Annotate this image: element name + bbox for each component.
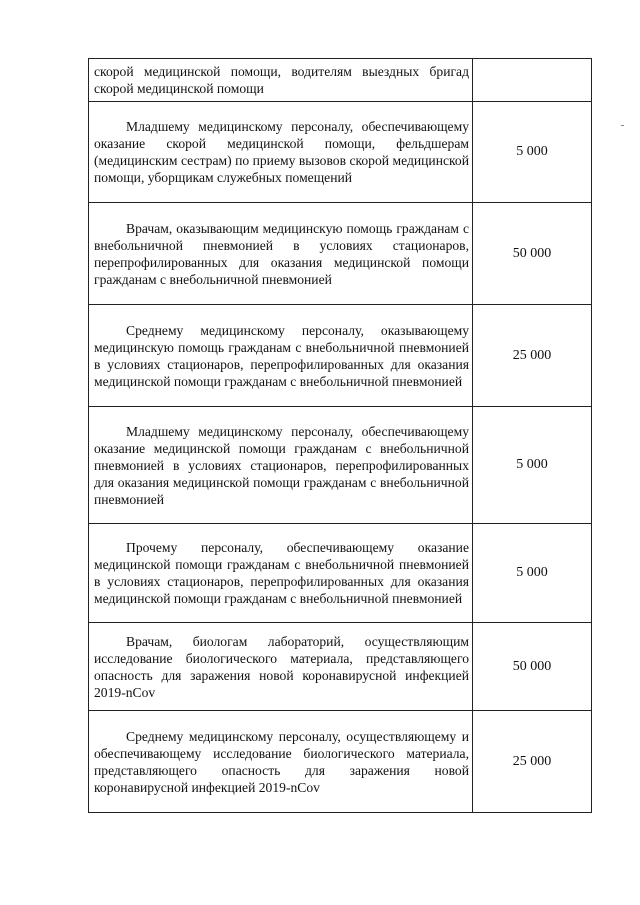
row-amount: 5 000	[473, 102, 592, 203]
row-description: Младшему медицинскому персоналу, обеспечивающему оказание скорой медицинской помощи, фельдшерам (медицинским сестрам) по приему вызовов скорой медицинской помощи, уборщикам служебных помещений	[89, 102, 473, 203]
table-row	[89, 407, 592, 524]
table-row	[89, 711, 592, 813]
table-row	[89, 305, 592, 407]
table-row	[89, 524, 592, 623]
row-description: Младшему медицинскому персоналу, обеспечивающему оказание медицинской помощи гражданам с внебольничной пневмонией в условиях стационаров, перепрофилированных для оказания медицинской помощи гражданам с внебольничной пневмонией	[89, 407, 473, 524]
row-amount: 5 000	[473, 407, 592, 524]
row-description: Среднему медицинскому персоналу, осуществляющему и обеспечивающему исследование биологического материала, представляющего опасность для заражения новой коронавирусной инфекцией 2019-nCov	[89, 711, 473, 813]
table-row	[89, 203, 592, 305]
row-amount: 5 000	[473, 524, 592, 623]
row-amount	[473, 59, 592, 102]
table-row	[89, 623, 592, 711]
row-description: Врачам, биологам лабораторий, осуществляющим исследование биологического материала, представляющего опасность для заражения новой коронавирусной инфекцией 2019-nCov	[89, 623, 473, 711]
row-amount: 25 000	[473, 711, 592, 813]
row-description: Среднему медицинскому персоналу, оказывающему медицинскую помощь гражданам с внебольничной пневмонией в условиях стационаров, перепрофилированных для оказания медицинской помощи гражданам с внебольничной пневмонией	[89, 305, 473, 407]
payment-table	[88, 58, 592, 813]
row-description: Прочему персоналу, обеспечивающему оказание медицинской помощи гражданам с внебольничной пневмонией в условиях стационаров, перепрофилированных для оказания медицинской помощи гражданам с внебольничной пневмонией	[89, 524, 473, 623]
row-description: скорой медицинской помощи, водителям выездных бригад скорой медицинской помощи	[89, 59, 473, 102]
table-row	[89, 59, 592, 102]
row-amount: 50 000	[473, 203, 592, 305]
row-description: Врачам, оказывающим медицинскую помощь гражданам с внебольничной пневмонией в условиях стационаров, перепрофилированных для оказания медицинской помощи гражданам с внебольничной пневмонией	[89, 203, 473, 305]
row-amount: 25 000	[473, 305, 592, 407]
margin-speck	[621, 125, 624, 126]
table-row	[89, 102, 592, 203]
row-amount: 50 000	[473, 623, 592, 711]
